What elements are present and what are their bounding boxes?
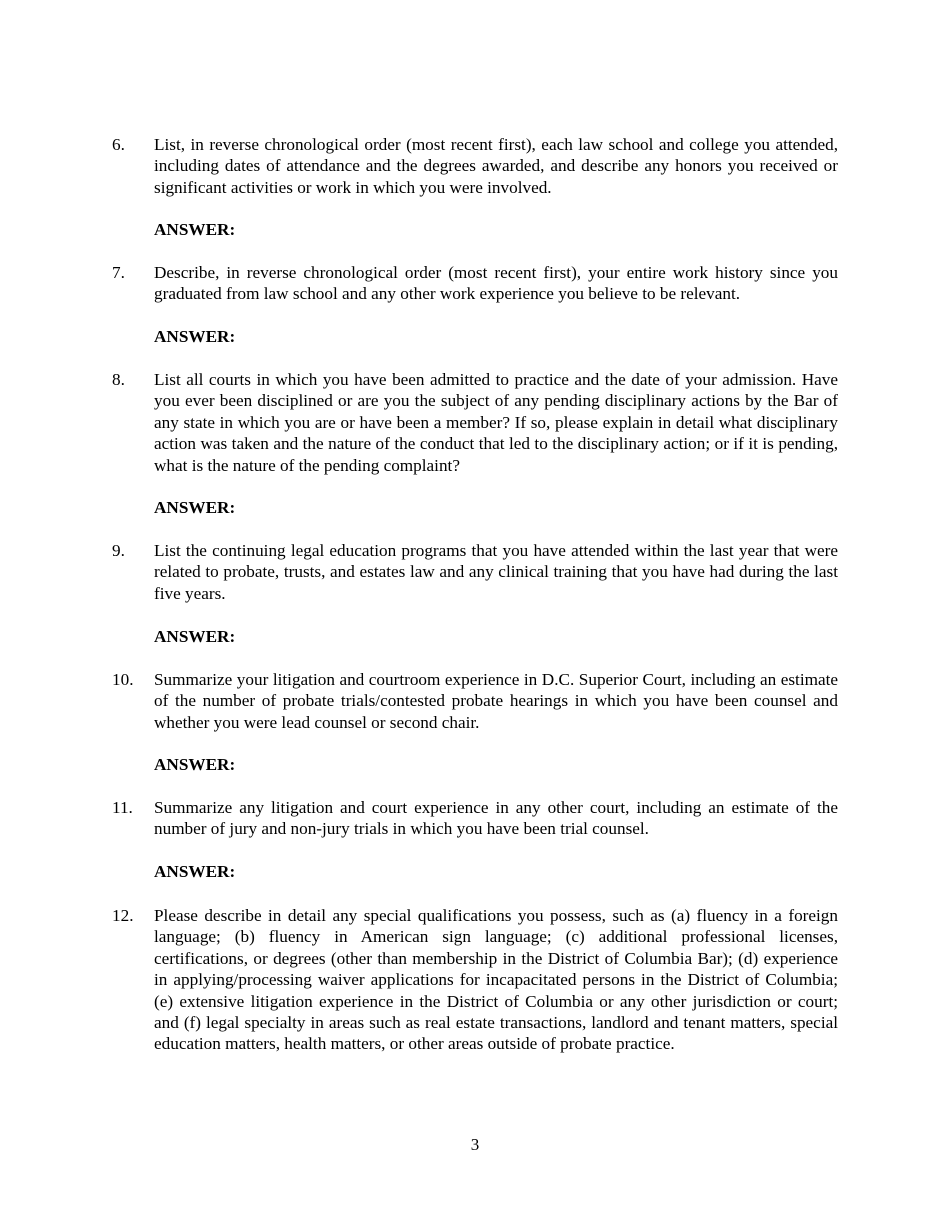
answer-label: ANSWER: bbox=[154, 498, 236, 517]
question-number: 9. bbox=[112, 541, 125, 560]
question-6 bbox=[112, 134, 838, 198]
answer-label: ANSWER: bbox=[154, 862, 236, 881]
question-number: 7. bbox=[112, 263, 125, 282]
question-text: Summarize your litigation and courtroom experience in D.C. Superior Court, including an estimate of the number of probate trials/contested probate hearings in which you have been counsel and whether you were lead counsel or second chair. bbox=[154, 670, 838, 732]
question-12 bbox=[112, 905, 838, 1055]
question-10 bbox=[112, 669, 838, 733]
question-8 bbox=[112, 369, 838, 476]
question-number: 10. bbox=[112, 670, 134, 689]
question-11 bbox=[112, 797, 838, 840]
question-9 bbox=[112, 540, 838, 604]
answer-label: ANSWER: bbox=[154, 327, 236, 346]
question-text: List all courts in which you have been admitted to practice and the date of your admission. Have you ever been disciplined or are you the subject of any pending disciplinary actions by the Bar of any state in which you are or have been a member? If so, please explain in detail what disciplinary action was taken and the nature of the conduct that led to the disciplinary action; or if it is pending, what is the nature of the pending complaint? bbox=[154, 370, 838, 475]
question-text: Summarize any litigation and court experience in any other court, including an estimate of the number of jury and non-jury trials in which you have been trial counsel. bbox=[154, 798, 838, 839]
question-number: 11. bbox=[112, 798, 133, 817]
question-number: 8. bbox=[112, 370, 125, 389]
answer-label: ANSWER: bbox=[154, 220, 236, 239]
question-text: List, in reverse chronological order (most recent first), each law school and college you attended, including dates of attendance and the degrees awarded, and describe any honors you received or significant activities or work in which you were involved. bbox=[154, 135, 838, 197]
question-7 bbox=[112, 262, 838, 305]
page-number: 3 bbox=[470, 1135, 480, 1154]
question-text: List the continuing legal education programs that you have attended within the last year that were related to probate, trusts, and estates law and any clinical training that you have had during the last five years. bbox=[154, 541, 838, 603]
question-text: Describe, in reverse chronological order (most recent first), your entire work history since you graduated from law school and any other work experience you believe to be relevant. bbox=[154, 263, 838, 304]
question-number: 12. bbox=[112, 906, 134, 925]
answer-label: ANSWER: bbox=[154, 755, 236, 774]
question-number: 6. bbox=[112, 135, 125, 154]
question-text: Please describe in detail any special qualifications you possess, such as (a) fluency in a foreign language; (b) fluency in American sign language; (c) additional professional licenses, certifications, or degrees (other than membership in the District of Columbia Bar); (d) experience in applying/processing waiver applications for incapacitated persons in the District of Columbia; (e) extensive litigation experience in the District of Columbia or any other jurisdiction or court; and (f) legal specialty in areas such as real estate transactions, landlord and tenant matters, special education matters, health matters, or other areas outside of probate practice. bbox=[154, 906, 838, 1054]
answer-label: ANSWER: bbox=[154, 627, 236, 646]
